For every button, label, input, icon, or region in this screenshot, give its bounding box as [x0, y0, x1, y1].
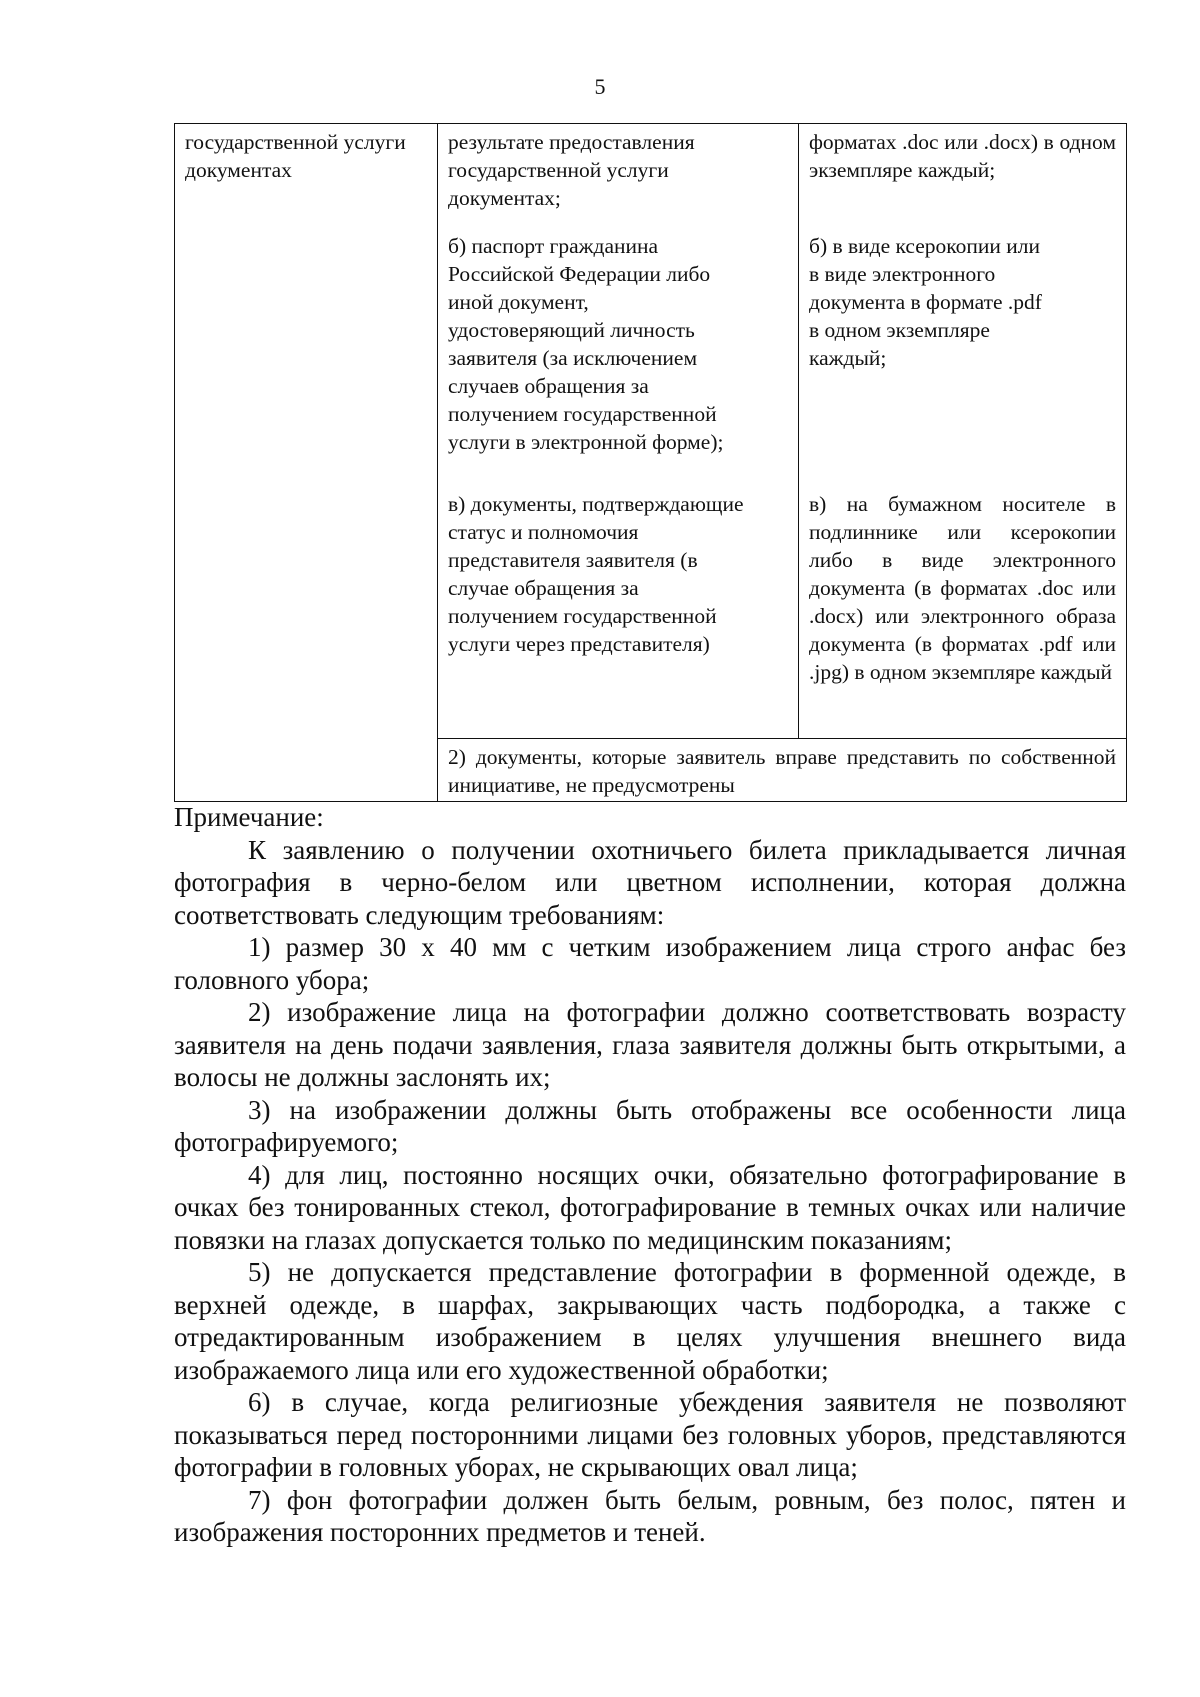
- cell-line: каждый;: [809, 346, 887, 370]
- table-cell-format: [799, 124, 1127, 739]
- requirements-table: [174, 123, 1127, 802]
- table-cell-service-name: [175, 124, 438, 802]
- cell-line: б) в виде ксерокопии или: [809, 234, 1041, 258]
- cell-line: б) паспорт гражданина: [448, 234, 659, 258]
- cell-line: статус и полномочия: [448, 520, 639, 544]
- cell-line: удостоверяющий личность: [448, 318, 695, 342]
- note-item: 2) изображение лица на фотографии должно соответствовать возрасту заявителя на день подачи заявления, глаза заявителя должны быть открытыми, а волосы не должны заслонять их;: [174, 997, 1126, 1092]
- cell-line: услуги через представителя): [448, 632, 710, 656]
- note-intro: К заявлению о получении охотничьего билета прикладывается личная фотография в черно-белом или цветном исполнении, которая должна соответствовать следующим требованиям:: [174, 834, 1126, 930]
- cell-line: в одном экземпляре: [809, 318, 990, 342]
- cell-line: услуги в электронной форме);: [448, 430, 724, 454]
- cell-line: результате предоставления: [448, 130, 695, 154]
- cell-line: документах;: [448, 186, 561, 210]
- note-item: 5) не допускается представление фотографии в форменной одежде, в верхней одежде, в шарфах, закрывающих часть подбородка, а также с отредактированным изображением в целях улучшения внешнего вида изображаемого лица или его художественной обработки;: [174, 1257, 1126, 1385]
- cell-line: случаев обращения за: [448, 374, 649, 398]
- table-cell-documents: [438, 124, 799, 739]
- cell-line: государственной услуги: [448, 158, 669, 182]
- cell-line: получением государственной: [448, 402, 717, 426]
- note-section: [174, 801, 1126, 1549]
- cell-line: в виде электронного: [809, 262, 996, 286]
- cell-line: получением государственной: [448, 604, 717, 628]
- cell-line: документа в формате .pdf: [809, 290, 1042, 314]
- note-item: 4) для лиц, постоянно носящих очки, обязательно фотографирование в очках без тонированных стекол, фотографирование в темных очках или наличие повязки на глазах допускается только по медицинским показаниям;: [174, 1159, 1126, 1255]
- cell-line: представителя заявителя (в: [448, 548, 698, 572]
- note-item: 1) размер 30 x 40 мм с четким изображением лица строго анфас без головного убора;: [174, 932, 1126, 995]
- note-item: 6) в случае, когда религиозные убеждения заявителя не позволяют показываться перед посторонними лицами без головных уборов, представляются фотографии в головных уборах, не скрывающих овал лица;: [174, 1387, 1126, 1482]
- cell-line: в) документы, подтверждающие: [448, 492, 744, 516]
- cell-line: заявителя (за исключением: [448, 346, 698, 370]
- page-number: 5: [594, 74, 606, 99]
- table-row: [175, 124, 1127, 739]
- note-item: 7) фон фотографии должен быть белым, ровным, без полос, пятен и изображения посторонних предметов и теней.: [174, 1484, 1126, 1547]
- cell-line: Российской Федерации либо: [448, 262, 711, 286]
- cell-line: иной документ,: [448, 290, 589, 314]
- table-cell-optional-documents: 2) документы, которые заявитель вправе представить по собственной инициативе, не предусмотрены: [438, 739, 1127, 802]
- note-item: 3) на изображении должны быть отображены все особенности лица фотографируемого;: [174, 1094, 1126, 1157]
- note-title: Примечание:: [174, 802, 324, 832]
- cell-line: случае обращения за: [448, 576, 639, 600]
- format-a: форматах .doc или .docx) в одном экземпляре каждый;: [809, 130, 1116, 182]
- cell-line: государственной услуги: [185, 130, 406, 154]
- cell-line: документах: [185, 158, 292, 182]
- format-c: в) на бумажном носителе в подлиннике или ксерокопии либо в виде электронного документа (в форматах .doc или .docx) или электронного образа документа (в форматах .pdf или .jpg) в одном экземпляре каждый: [809, 492, 1116, 684]
